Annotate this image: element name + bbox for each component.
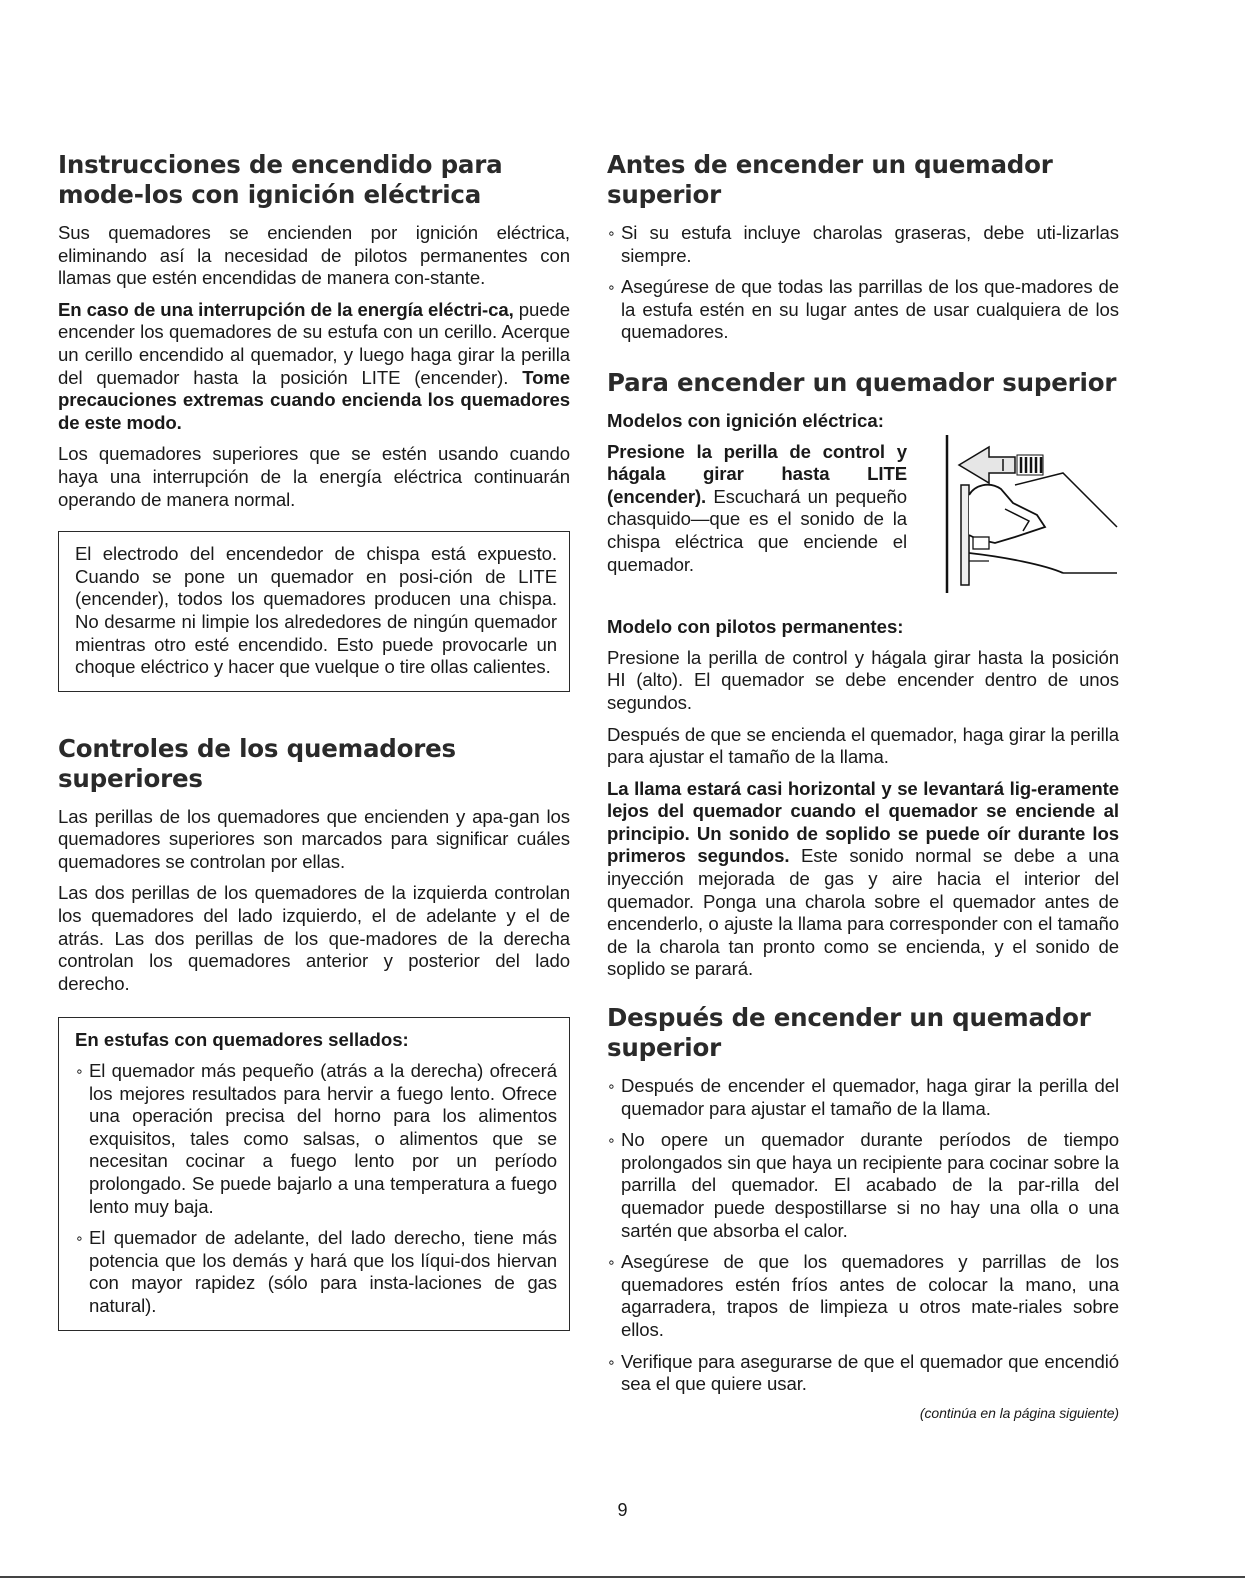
paragraph-ignition-intro: Sus quemadores se encienden por ignición eléctrica, eliminando así la necesidad de pilotos permanentes con llamas que estén encendidas de manera con-stante. xyxy=(58,222,570,289)
list-item: ∘ Si su estufa incluye charolas graseras, debe uti-lizarlas siempre. xyxy=(607,222,1119,266)
list-item: ∘ El quemador más pequeño (atrás a la derecha) ofrecerá los mejores resultados para hervir a fuego lento. Ofrece una operación precisa del horno para los alimentos exquisitos, tales como salsas, o alimentos que se necesitan cocinar a fuego lento por un período prolongado. Se puede bajarlo a una temperatura a fuego lento muy baja. xyxy=(75,1060,557,1217)
bullet-icon: ∘ xyxy=(607,1254,616,1271)
list-item: ∘ El quemador de adelante, del lado derecho, tiene más potencia que los demás y hará que los líqui-dos hiervan con mayor rapidez (sólo para insta-laciones de gas natural). xyxy=(75,1227,557,1316)
heading-to-light-burner: Para encender un quemador superior xyxy=(607,367,1117,397)
warning-text: El electrodo del encendedor de chispa está expuesto. Cuando se pone un quemador en posi-ción de LITE (encender), todos los quemadores producen una chispa. No desarme ni limpie los alrededores de ningún quemador mientras otro esté encendido. Esto puede provocarle un choque eléctrico y hacer que vuelque o tire ollas calientes. xyxy=(75,543,557,678)
paragraph-adjust-flame: Después de que se encienda el quemador, haga girar la perilla para ajustar el tamaño de la llama. xyxy=(607,723,1119,768)
subheading-pilot-models: Modelo con pilotos permanentes: xyxy=(607,616,904,638)
heading-after-lighting: Después de encender un quemador superior xyxy=(607,1003,1091,1063)
bottom-rule xyxy=(0,1576,1245,1578)
bullet-icon: ∘ xyxy=(75,1063,84,1080)
list-item: ∘ Asegúrese de que todas las parrillas de los que-madores de la estufa estén en su lugar antes de usar cualquiera de los quemadores. xyxy=(607,276,1119,343)
sealed-burners-box xyxy=(58,1017,570,1330)
power-outage-lead: En caso de una interrupción de la energía eléctri-ca, xyxy=(58,298,514,320)
after-lighting-list xyxy=(607,1075,1119,1396)
sealed-burners-title: En estufas con quemadores sellados: xyxy=(75,1029,409,1051)
paragraph-lite xyxy=(607,441,907,577)
lite-instruction-block xyxy=(607,441,1119,577)
lite-instruction-body: Escuchará un pequeño chasquido—que es el sonido de la chispa eléctrica que enciende el quemador. xyxy=(607,485,907,575)
bullet-icon: ∘ xyxy=(607,1132,616,1149)
heading-electric-ignition-instructions: Instrucciones de encendido para mode-los con ignición eléctrica xyxy=(58,150,503,209)
before-lighting-list xyxy=(607,222,1119,344)
sealed-burners-list xyxy=(75,1060,557,1318)
lite-instruction-lead: Presione la perilla de control y hágala girar hasta LITE (encender). xyxy=(607,440,907,507)
flame-note-lead: La llama estará casi horizontal y se levantará lig-eramente lejos del quemador cuando el quemador se enciende al principio. Un sonido de soplido se puede oír durante los primeros segundos. xyxy=(607,777,1119,867)
power-outage-caution: Tome precauciones extremas cuando encienda los quemadores de este modo. xyxy=(58,366,570,433)
heading-burner-controls: Controles de los quemadores superiores xyxy=(58,733,456,793)
paragraph-knobs-marked: Las perillas de los quemadores que encienden y apa-gan los quemadores superiores son marcados para significar cuáles quemadores se controlan por ellas. xyxy=(58,805,570,872)
paragraph-power-outage xyxy=(58,299,570,435)
paragraph-flame-horizontal xyxy=(607,778,1119,981)
bullet-icon: ∘ xyxy=(607,225,616,241)
paragraph-continue-operating: Los quemadores superiores que se estén usando cuando haya una interrupción de la energía eléctrica continuarán operando de manera normal. xyxy=(58,443,570,510)
list-item: ∘ Después de encender el quemador, haga girar la perilla del quemador para ajustar el tamaño de la llama. xyxy=(607,1075,1119,1119)
bullet-icon: ∘ xyxy=(607,1078,616,1095)
control-knob-illustration xyxy=(945,435,1120,593)
list-item: ∘ Asegúrese de que los quemadores y parrillas de los quemadores estén fríos antes de colocar la mano, una agarradera, trapos de limpieza u otros mate-riales sobre ellos. xyxy=(607,1251,1119,1340)
list-item: ∘ No opere un quemador durante períodos de tiempo prolongados sin que haya un recipiente para cocinar sobre la parrilla del quemador. El acabado de la par-rilla del quemador puede despostillarse si no hay una olla o una sartén que absorba el calor. xyxy=(607,1129,1119,1241)
page-number: 9 xyxy=(617,1500,628,1520)
paragraph-pilot-hi: Presione la perilla de control y hágala girar hasta la posición HI (alto). El quemador se debe encender dentro de unos segundos. xyxy=(607,646,1119,713)
bullet-icon: ∘ xyxy=(75,1230,84,1247)
bullet-icon: ∘ xyxy=(607,1353,616,1370)
bullet-icon: ∘ xyxy=(607,279,616,296)
flame-note-body: Este sonido normal se debe a una inyección mejorada de gas y aire hacia el interior del quemador. Ponga una charola sobre el quemador antes de encenderlo, o ajuste la llama para corresponder con el tamaño de la charola tan pronto como se encienda, y el sonido de soplido se parará. xyxy=(607,845,1119,980)
subheading-electric-models: Modelos con ignición eléctrica: xyxy=(607,409,884,431)
continued-note: (continúa en la página siguiente) xyxy=(919,1404,1119,1421)
list-item: ∘ Verifique para asegurarse de que el quemador que encendió sea el que quiere usar. xyxy=(607,1350,1119,1395)
paragraph-knob-layout: Las dos perillas de los quemadores de la izquierda controlan los quemadores del lado izquierdo, el de adelante y el de atrás. Las dos perillas de los que-madores de la derecha controlan los quemadores anterior y posterior del lado derecho. xyxy=(58,882,570,994)
right-column xyxy=(607,150,1119,1424)
heading-before-lighting: Antes de encender un quemador superior xyxy=(607,150,1053,209)
left-column xyxy=(58,150,570,1331)
warning-box-spark-electrode xyxy=(58,531,570,692)
power-outage-body: puede encender los quemadores de su estufa con un cerillo. Acerque un cerillo encendido al quemador, y luego haga girar la perilla del quemador hasta la posición LITE (encender). xyxy=(58,298,570,388)
